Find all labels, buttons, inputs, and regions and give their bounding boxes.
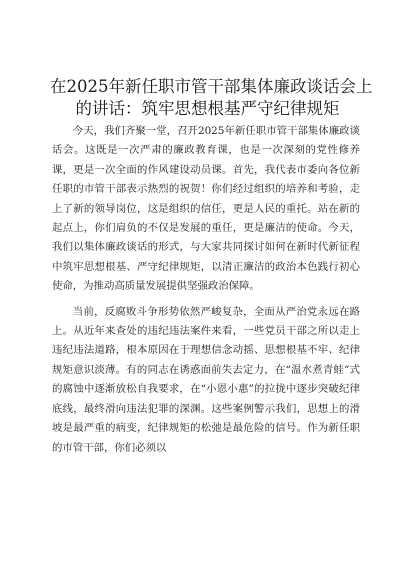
- title-line-1: 在2025年新任职市管干部集体廉政谈话会上: [50, 77, 373, 96]
- title-line-2: 的讲话：筑牢思想根基严守纪律规矩: [75, 99, 340, 118]
- document-body: [52, 122, 360, 464]
- document-title: [50, 76, 373, 120]
- paragraph-1: 今天，我们齐聚一堂，召开2025年新任职市管干部集体廉政谈话会。这既是一次严肃的廉政教育课，也是一次深刻的党性修养课，更是一次全面的作风建设动员课。首先，我代表市委向各位新任职的市管干部表示热烈的祝贺！你们经过组织的培养和考验，走上了新的领导岗位，这是组织的信任，更是人民的重托。站在新的起点上，你们肩负的不仅是发展的重任，更是廉洁的使命。今天，我们以集体廉政谈话的形式，与大家共同探讨如何在新时代新征程中筑牢思想根基、严守纪律规矩，以清正廉洁的政治本色践行初心使命，为推动高质量发展提供坚强政治保障。: [52, 125, 360, 293]
- paragraph-2: 当前，反腐败斗争形势依然严峻复杂，全面从严治党永远在路上。从近年来查处的违纪违法案件来看，一些党员干部之所以走上违纪违法道路，根本原因在于理想信念动摇、思想根基不牢、纪律规矩意识淡薄。有的同志在诱惑面前失去定力，在“温水煮青蛙”式的腐蚀中逐渐放松自我要求，在“小恩小惠”的拉拢中逐步突破纪律底线，最终滑向违法犯罪的深渊。这些案例警示我们，思想上的滑坡是最严重的病变，纪律规矩的松弛是最危险的信号。作为新任职的市管干部，你们必须以: [52, 305, 360, 454]
